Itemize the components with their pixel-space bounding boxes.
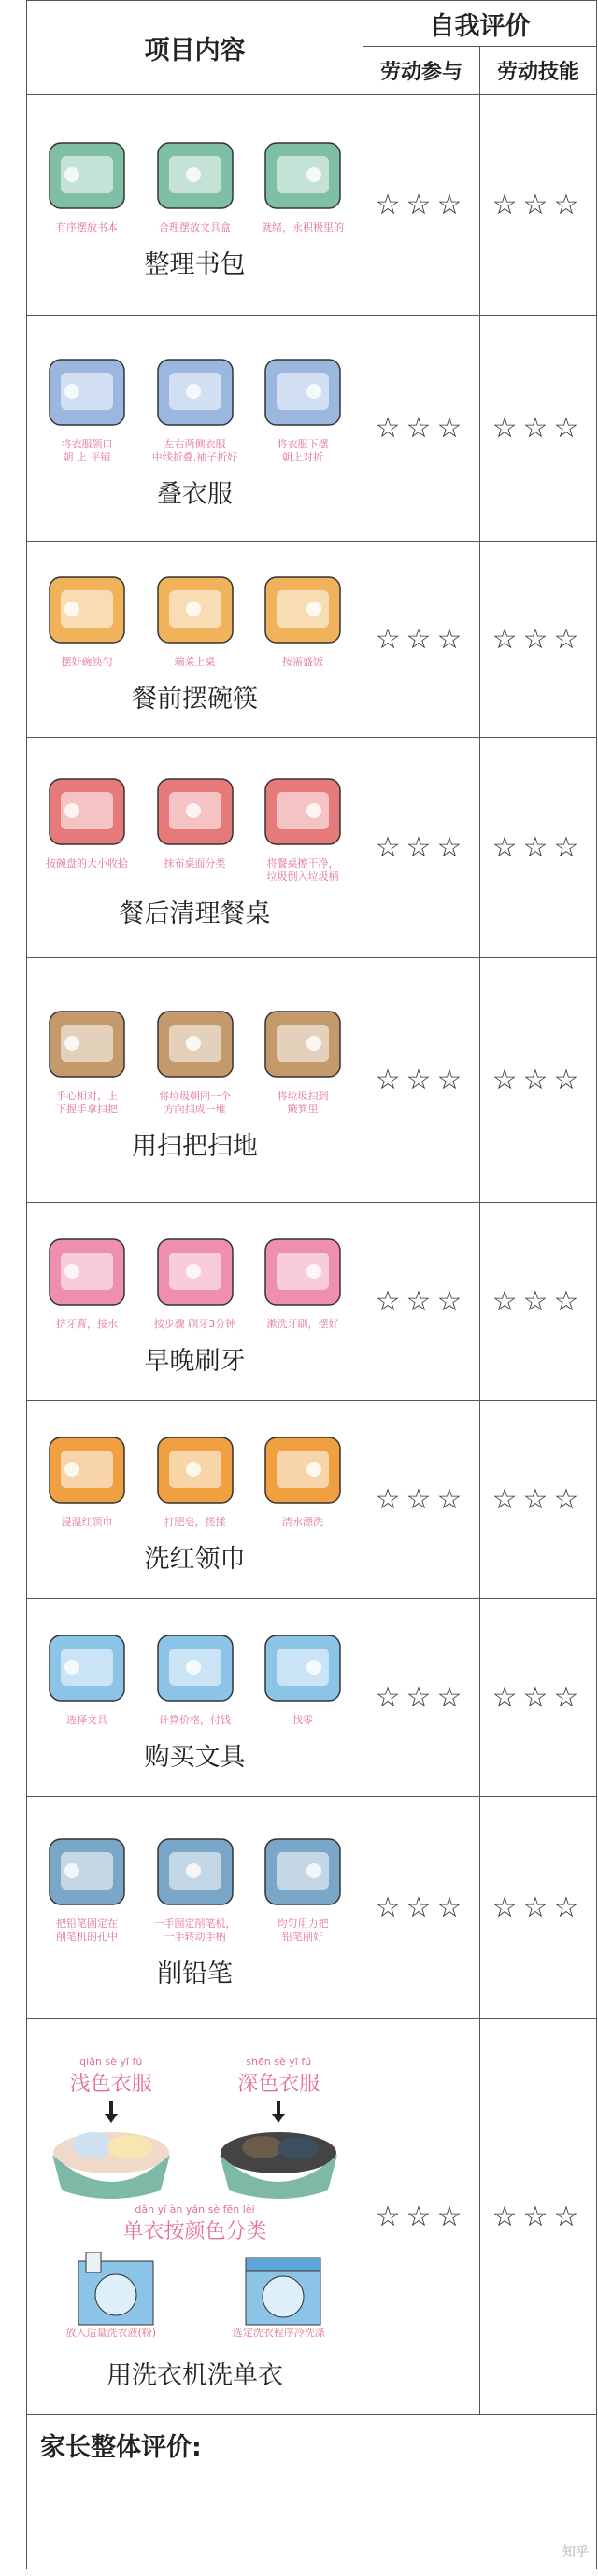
step-caption-line2: 垃圾倒入垃圾桶 <box>266 870 339 883</box>
participation-stars[interactable]: ☆☆☆ <box>363 95 480 316</box>
item-title: 购买文具 <box>144 1743 246 1772</box>
dark-clothes-label: 深色衣服 <box>237 2073 320 2096</box>
item-row <box>27 1401 597 1599</box>
shirt-folded-icon <box>252 347 353 436</box>
item-step <box>143 766 248 884</box>
item-step <box>35 1424 139 1529</box>
item-pictures <box>27 564 363 669</box>
detergent-washer-icon <box>60 2252 163 2327</box>
labor-evaluation-table <box>26 0 597 2569</box>
bowl-chopsticks-icon <box>36 564 137 654</box>
step-caption-line2: 下握手拿扫把 <box>56 1103 118 1115</box>
item-row <box>27 1797 597 2019</box>
item-pictures <box>27 1622 363 1727</box>
step-caption-line2: 朝 上 平铺 <box>63 451 111 463</box>
item-row <box>27 95 597 316</box>
item-step <box>143 1424 248 1529</box>
watermark: 知乎 <box>562 2545 589 2560</box>
item-step <box>143 1622 248 1727</box>
basin-rinse-icon <box>252 1424 353 1514</box>
step-caption: 将衣服下摆 <box>277 438 329 450</box>
pay-icon <box>145 1622 246 1712</box>
participation-stars[interactable]: ☆☆☆ <box>363 958 480 1203</box>
participation-stars[interactable]: ☆☆☆ <box>363 1599 480 1797</box>
dark-clothes-pinyin: shēn sè yī fú <box>246 2056 312 2068</box>
backpack-open-icon <box>145 130 246 219</box>
item-content <box>27 958 363 1203</box>
item-step <box>35 130 139 234</box>
item-step <box>143 564 248 669</box>
cloth-wipe-icon <box>145 766 246 856</box>
step-caption: 按步骤 刷牙3分钟 <box>153 1318 236 1330</box>
item-step <box>35 564 139 669</box>
item-content <box>27 542 363 738</box>
step-caption: 挤牙膏，接水 <box>56 1318 118 1330</box>
item-title: 洗红领巾 <box>144 1545 246 1574</box>
item-step <box>35 1226 139 1331</box>
item-title: 叠衣服 <box>157 480 233 509</box>
rice-pot-icon <box>252 564 353 654</box>
washing-machine-icon <box>227 2252 330 2327</box>
item-step <box>143 1826 248 1944</box>
item-pictures <box>27 130 363 234</box>
dustpan-icon <box>252 998 353 1088</box>
item-content <box>27 1797 363 2019</box>
step-caption-line2: 朝上对折 <box>282 451 323 463</box>
light-clothes-label: 浅色衣服 <box>69 2073 152 2096</box>
item-step <box>143 347 248 464</box>
item-step <box>250 130 355 234</box>
item-content <box>27 316 363 542</box>
item-pictures <box>27 347 363 464</box>
item-step <box>35 766 139 884</box>
participation-header: 劳动参与 <box>363 47 480 95</box>
item-step <box>35 1622 139 1727</box>
item-step <box>143 998 248 1116</box>
step-caption: 按需盛饭 <box>282 656 323 668</box>
step-caption-line2: 中线折叠,袖子折好 <box>151 451 238 463</box>
trash-bin-icon <box>252 766 353 856</box>
step-caption: 将垃圾朝同一个 <box>159 1090 231 1102</box>
shelf-icon <box>36 1622 137 1712</box>
step-caption: 找零 <box>292 1714 313 1726</box>
item-row <box>27 1203 597 1401</box>
item-row <box>27 542 597 738</box>
sort-pinyin: dān yī àn yán sè fēn lèi <box>135 2203 255 2215</box>
step-caption: 均匀用力把 <box>277 1918 329 1930</box>
skill-stars[interactable]: ☆☆☆ <box>480 1797 597 2019</box>
item-pictures <box>27 1826 363 1944</box>
step-caption: 计算价格，付钱 <box>159 1714 231 1726</box>
item-step <box>250 1622 355 1727</box>
step-caption: 一手固定削笔机， <box>153 1918 236 1930</box>
step-caption-line2: 铅笔削好 <box>282 1931 323 1943</box>
laundry-content <box>27 2019 363 2415</box>
item-content <box>27 1599 363 1797</box>
item-title: 用扫把扫地 <box>132 1132 258 1161</box>
skill-header: 劳动技能 <box>480 47 597 95</box>
skill-stars[interactable]: ☆☆☆ <box>480 1203 597 1401</box>
step-caption: 将垃圾扫到 <box>277 1090 329 1102</box>
item-row <box>27 1599 597 1797</box>
item-pictures <box>27 1226 363 1331</box>
change-icon <box>252 1622 353 1712</box>
item-step <box>250 1826 355 1944</box>
rinse-cup-icon <box>252 1226 353 1316</box>
sharpener-icon <box>36 1826 137 1916</box>
item-title: 餐后清理餐桌 <box>119 899 271 928</box>
step-caption-line2: 簸箕里 <box>287 1103 319 1115</box>
participation-stars[interactable]: ☆☆☆ <box>363 1203 480 1401</box>
item-content <box>27 1401 363 1599</box>
item-step <box>250 1226 355 1331</box>
stacked-plates-icon <box>36 766 137 856</box>
backpack-icon <box>36 130 137 219</box>
sort-label: 单衣按颜色分类 <box>122 2220 267 2243</box>
item-step <box>250 1424 355 1529</box>
step-caption: 摆好碗筷勺 <box>61 656 113 668</box>
step-caption-line2: 方向扫成一堆 <box>164 1103 226 1115</box>
step-caption: 清水漂洗 <box>282 1516 323 1528</box>
step-caption-line2: 一手转动手柄 <box>164 1931 226 1943</box>
participation-stars[interactable]: ☆☆☆ <box>363 316 480 542</box>
step-caption: 按碗盘的大小收拾 <box>46 857 128 870</box>
item-content <box>27 738 363 958</box>
shirt-icon <box>36 347 137 436</box>
step-caption: 把铅笔固定在 <box>56 1918 118 1930</box>
item-step <box>250 564 355 669</box>
laundry-caption-right: 选定洗衣程序冷洗涤 <box>232 2327 325 2339</box>
item-step <box>250 766 355 884</box>
item-step <box>143 130 248 234</box>
sharpener-turn-icon <box>145 1826 246 1916</box>
participation-stars[interactable]: ☆☆☆ <box>363 738 480 958</box>
shirt-fold-icon <box>145 347 246 436</box>
step-caption: 将衣服领口 <box>61 438 113 450</box>
item-row <box>27 738 597 958</box>
skill-stars[interactable]: ☆☆☆ <box>480 542 597 738</box>
item-pictures <box>27 766 363 884</box>
light-clothes-pinyin: qiǎn sè yī fú <box>79 2056 143 2068</box>
laundry-title: 用洗衣机洗单衣 <box>107 2361 283 2390</box>
step-caption: 打肥皂，搓揉 <box>164 1516 226 1528</box>
skill-stars[interactable]: ☆☆☆ <box>480 738 597 958</box>
laundry-row <box>27 2019 597 2415</box>
step-caption: 漱洗牙刷，摆好 <box>266 1318 339 1330</box>
item-step <box>250 347 355 464</box>
skill-stars[interactable]: ☆☆☆ <box>480 958 597 1203</box>
step-caption: 有序摆放书本 <box>56 221 118 234</box>
basin-soak-icon <box>36 1424 137 1514</box>
item-step <box>35 1826 139 1944</box>
participation-stars[interactable]: ☆☆☆ <box>363 1401 480 1599</box>
step-caption-line2: 削笔机的孔中 <box>56 1931 118 1943</box>
step-caption: 左右两侧衣服 <box>164 438 226 450</box>
parent-evaluation-cell[interactable] <box>27 2415 597 2569</box>
item-title: 早晚刷牙 <box>144 1347 246 1376</box>
item-step <box>35 347 139 464</box>
step-caption: 合理摆放文具盒 <box>159 221 231 234</box>
laundry-skill-stars[interactable]: ☆☆☆ <box>480 2019 597 2415</box>
content-header: 项目内容 <box>27 1 363 95</box>
parent-evaluation-label: 家长整体评价: <box>40 2433 202 2462</box>
item-content <box>27 95 363 316</box>
item-title: 餐前摆碗筷 <box>132 685 258 714</box>
skill-stars[interactable]: ☆☆☆ <box>480 95 597 316</box>
cup-toothbrush-icon <box>36 1226 137 1316</box>
light-laundry-basket-icon <box>41 2097 181 2200</box>
participation-stars[interactable]: ☆☆☆ <box>363 542 480 738</box>
item-row <box>27 958 597 1203</box>
dishes-icon <box>145 564 246 654</box>
broom-icon <box>36 998 137 1088</box>
step-caption: 就绪，永积极里的 <box>262 221 344 234</box>
skill-stars[interactable]: ☆☆☆ <box>480 1599 597 1797</box>
sharpener-done-icon <box>252 1826 353 1916</box>
step-caption: 选择文具 <box>66 1714 107 1726</box>
self-eval-header: 自我评价 <box>363 1 597 47</box>
broom-sweep-icon <box>145 998 246 1088</box>
brushing-icon <box>145 1226 246 1316</box>
item-step <box>35 998 139 1116</box>
basin-soap-icon <box>145 1424 246 1514</box>
skill-stars[interactable]: ☆☆☆ <box>480 316 597 542</box>
step-caption: 抹布桌面分类 <box>164 857 226 870</box>
step-caption: 将餐桌擦干净， <box>266 857 339 870</box>
item-content <box>27 1203 363 1401</box>
backpack-closed-icon <box>252 130 353 219</box>
item-step <box>143 1226 248 1331</box>
item-pictures <box>27 1424 363 1529</box>
item-row <box>27 316 597 542</box>
step-caption: 手心相对，上 <box>56 1090 118 1102</box>
skill-stars[interactable]: ☆☆☆ <box>480 1401 597 1599</box>
item-pictures <box>27 998 363 1116</box>
step-caption: 端菜上桌 <box>174 656 216 668</box>
item-title: 削铅笔 <box>157 1960 233 1989</box>
participation-stars[interactable]: ☆☆☆ <box>363 1797 480 2019</box>
step-caption: 浸湿红领巾 <box>61 1516 113 1528</box>
laundry-caption-left: 放入适量洗衣液(粉) <box>65 2327 157 2339</box>
item-title: 整理书包 <box>144 250 246 279</box>
dark-laundry-basket-icon <box>208 2097 349 2200</box>
item-step <box>250 998 355 1116</box>
laundry-participation-stars[interactable]: ☆☆☆ <box>363 2019 480 2415</box>
